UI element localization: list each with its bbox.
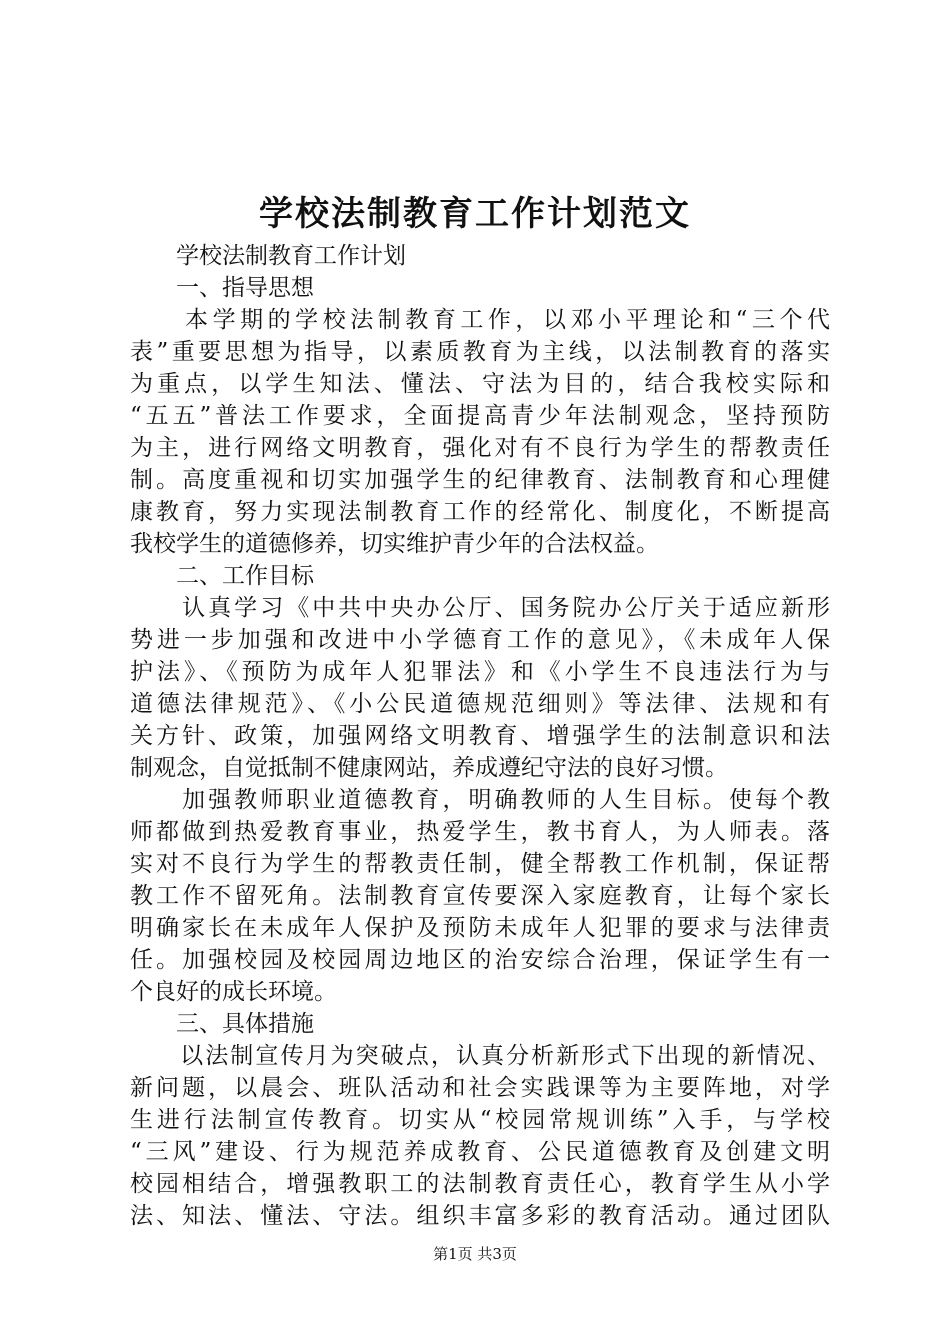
text-line: 明确家长在未成年人保护及预防未成年人犯罪的要求与法律责: [130, 915, 830, 941]
text-line: 师都做到热爱教育事业，热爱学生，教书育人，为人师表。落: [130, 819, 830, 845]
page-footer: 第1页 共3页: [433, 1245, 517, 1263]
document-title: 学校法制教育工作计划范文: [259, 194, 691, 234]
text-line: 康教育，努力实现法制教育工作的经常化、制度化，不断提高: [130, 499, 830, 525]
text-line: 为重点，以学生知法、懂法、守法为目的，结合我校实际和: [130, 371, 830, 397]
text-line: 本学期的学校法制教育工作，以邓小平理论和“三个代: [130, 307, 830, 333]
text-line: 新问题，以晨会、班队活动和社会实践课等为主要阵地，对学: [130, 1075, 830, 1101]
text-line: 制观念，自觉抵制不健康网站，养成遵纪守法的良好习惯。: [130, 755, 728, 781]
text-line: 二、工作目标: [130, 563, 314, 589]
text-line: 学校法制教育工作计划: [130, 243, 406, 269]
text-line: 我校学生的道德修养，切实维护青少年的合法权益。: [130, 531, 659, 557]
text-line: 加强教师职业道德教育，明确教师的人生目标。使每个教: [130, 787, 830, 813]
text-line: 以法制宣传月为突破点，认真分析新形式下出现的新情况、: [130, 1043, 830, 1069]
text-line: 任。加强校园及校园周边地区的治安综合治理，保证学生有一: [130, 947, 830, 973]
text-line: “三风”建设、行为规范养成教育、公民道德教育及创建文明: [130, 1139, 830, 1165]
text-line: 实对不良行为学生的帮教责任制，健全帮教工作机制，保证帮: [130, 851, 830, 877]
text-line: 为主，进行网络文明教育，强化对有不良行为学生的帮教责任: [130, 435, 830, 461]
text-line: 制。高度重视和切实加强学生的纪律教育、法制教育和心理健: [130, 467, 830, 493]
text-line: 道德法律规范》、《小公民道德规范细则》等法律、法规和有: [130, 691, 830, 717]
text-line: 认真学习《中共中央办公厅、国务院办公厅关于适应新形: [130, 595, 830, 621]
text-line: 一、指导思想: [130, 275, 314, 301]
text-line: 教工作不留死角。法制教育宣传要深入家庭教育，让每个家长: [130, 883, 830, 909]
text-line: 护法》、《预防为成年人犯罪法》和《小学生不良违法行为与: [130, 659, 830, 685]
text-line: 表”重要思想为指导，以素质教育为主线，以法制教育的落实: [130, 339, 830, 365]
document-body: [130, 240, 830, 1232]
text-line: 三、具体措施: [130, 1011, 314, 1037]
text-line: 生进行法制宣传教育。切实从“校园常规训练”入手，与学校: [130, 1107, 830, 1133]
text-line: 校园相结合，增强教职工的法制教育责任心，教育学生从小学: [130, 1171, 830, 1197]
text-line: 法、知法、懂法、守法。组织丰富多彩的教育活动。通过团队: [130, 1203, 830, 1229]
text-line: “五五”普法工作要求，全面提高青少年法制观念，坚持预防: [130, 403, 830, 429]
text-line: 关方针、政策，加强网络文明教育、增强学生的法制意识和法: [130, 723, 830, 749]
text-line: 个良好的成长环境。: [130, 979, 337, 1005]
text-line: 势进一步加强和改进中小学德育工作的意见》，《未成年人保: [130, 627, 830, 653]
